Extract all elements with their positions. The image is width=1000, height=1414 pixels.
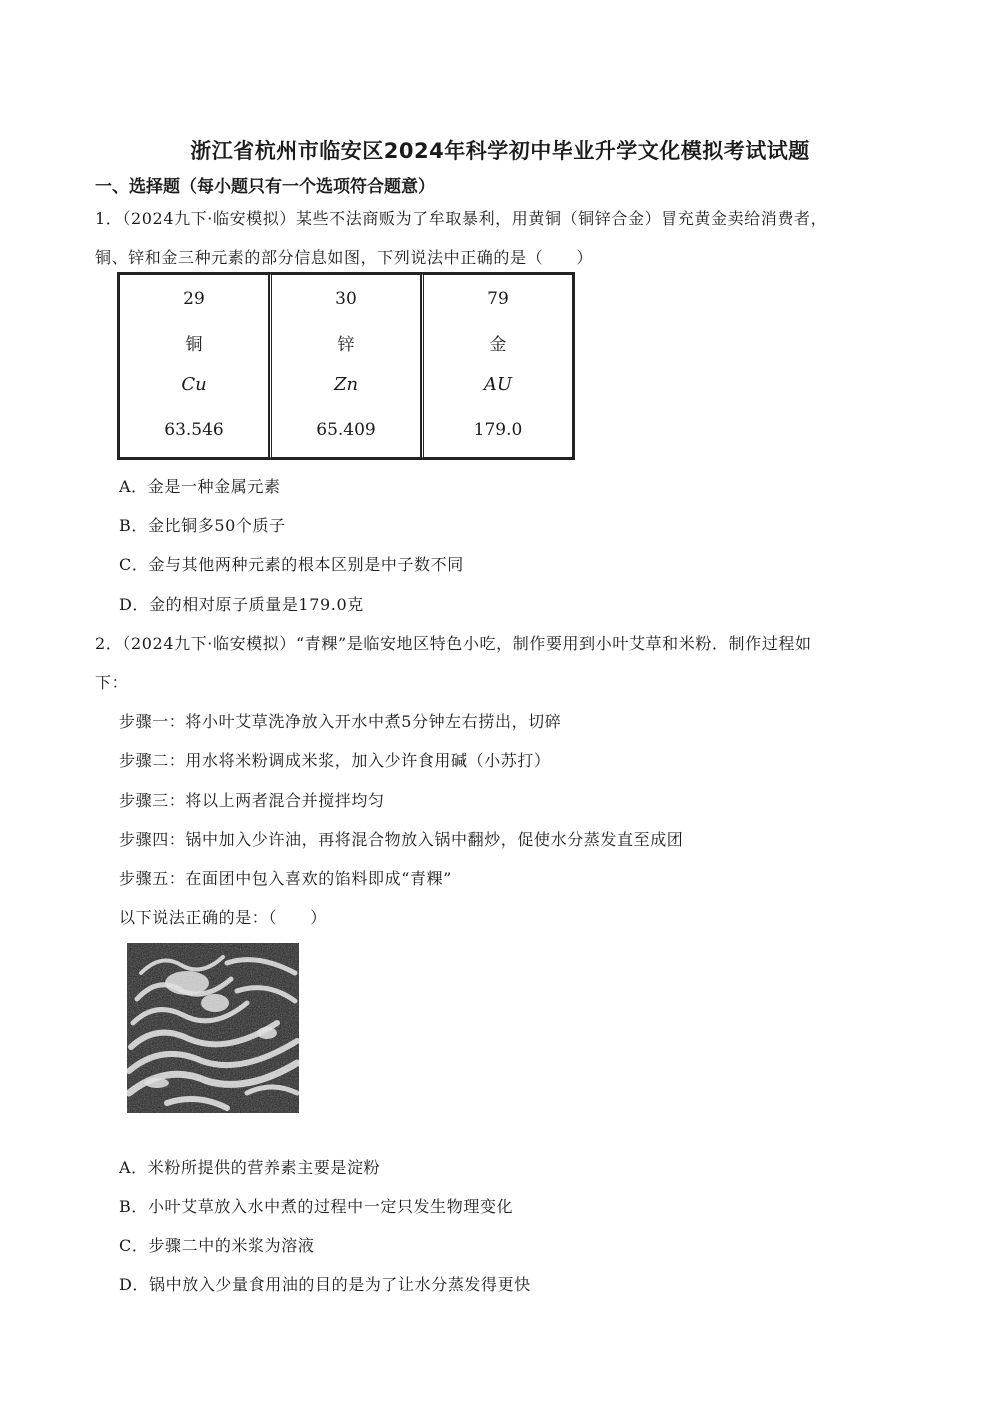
element-name: 锌 [337,335,355,355]
element-cell-gold [421,274,573,458]
q2-step-1: 步骤一：将小叶艾草洗净放入开水中煮5分钟左右捞出，切碎 [119,712,562,731]
element-cell-copper [119,274,269,458]
element-info-table [117,272,575,460]
q1-option-a: A．金是一种金属元素 [119,477,281,496]
page-title: 浙江省杭州市临安区2024年科学初中毕业升学文化模拟考试试题 [190,139,810,163]
q2-step-2: 步骤二：用水将米粉调成米浆，加入少许食用碱（小苏打） [119,751,551,770]
q2-prompt: 以下说法正确的是：（ ） [119,908,327,927]
element-cell-zinc [269,274,421,458]
q2-step-3: 步骤三：将以上两者混合并搅拌均匀 [119,791,385,810]
atomic-number: 30 [335,289,357,309]
q1-option-c: C．金与其他两种元素的根本区别是中子数不同 [119,555,464,574]
q2-option-a: A．米粉所提供的营养素主要是淀粉 [119,1158,381,1177]
qingguo-photo [127,943,299,1113]
q2-stem-line2: 下： [95,673,129,692]
q2-step-4: 步骤四：锅中加入少许油，再将混合物放入锅中翻炒，促使水分蒸发直至成团 [119,830,684,849]
q2-step-5: 步骤五：在面团中包入喜欢的馅料即成“青粿” [119,869,452,888]
q1-stem-line2: 铜、锌和金三种元素的部分信息如图，下列说法中正确的是（ ） [95,248,594,267]
q1-option-b: B．金比铜多50个质子 [119,516,286,535]
atomic-mass: 179.0 [473,420,523,440]
element-symbol: Cu [181,374,207,395]
element-symbol: Zn [333,374,359,395]
atomic-mass: 65.409 [316,420,376,440]
q1-option-d: D．金的相对原子质量是179.0克 [119,595,364,614]
element-symbol: AU [483,374,513,395]
q2-option-d: D．锅中放入少量食用油的目的是为了让水分蒸发得更快 [119,1275,531,1294]
atomic-number: 79 [487,289,509,309]
element-name: 铜 [185,335,203,355]
q2-option-c: C．步骤二中的米浆为溶液 [119,1236,315,1255]
q2-option-b: B．小叶艾草放入水中煮的过程中一定只发生物理变化 [119,1197,514,1216]
atomic-mass: 63.546 [164,420,224,440]
atomic-number: 29 [183,289,205,309]
section-heading: 一、选择题（每小题只有一个选项符合题意） [95,177,435,197]
q1-stem-line1: 1．（2024九下·临安模拟）某些不法商贩为了牟取暴利，用黄铜（铜锌合金）冒充黄金卖给消费者， [95,209,828,228]
element-name: 金 [489,335,507,355]
q2-stem-line1: 2．（2024九下·临安模拟）“青粿”是临安地区特色小吃，制作要用到小叶艾草和米粉．制作过程如 [95,634,812,653]
